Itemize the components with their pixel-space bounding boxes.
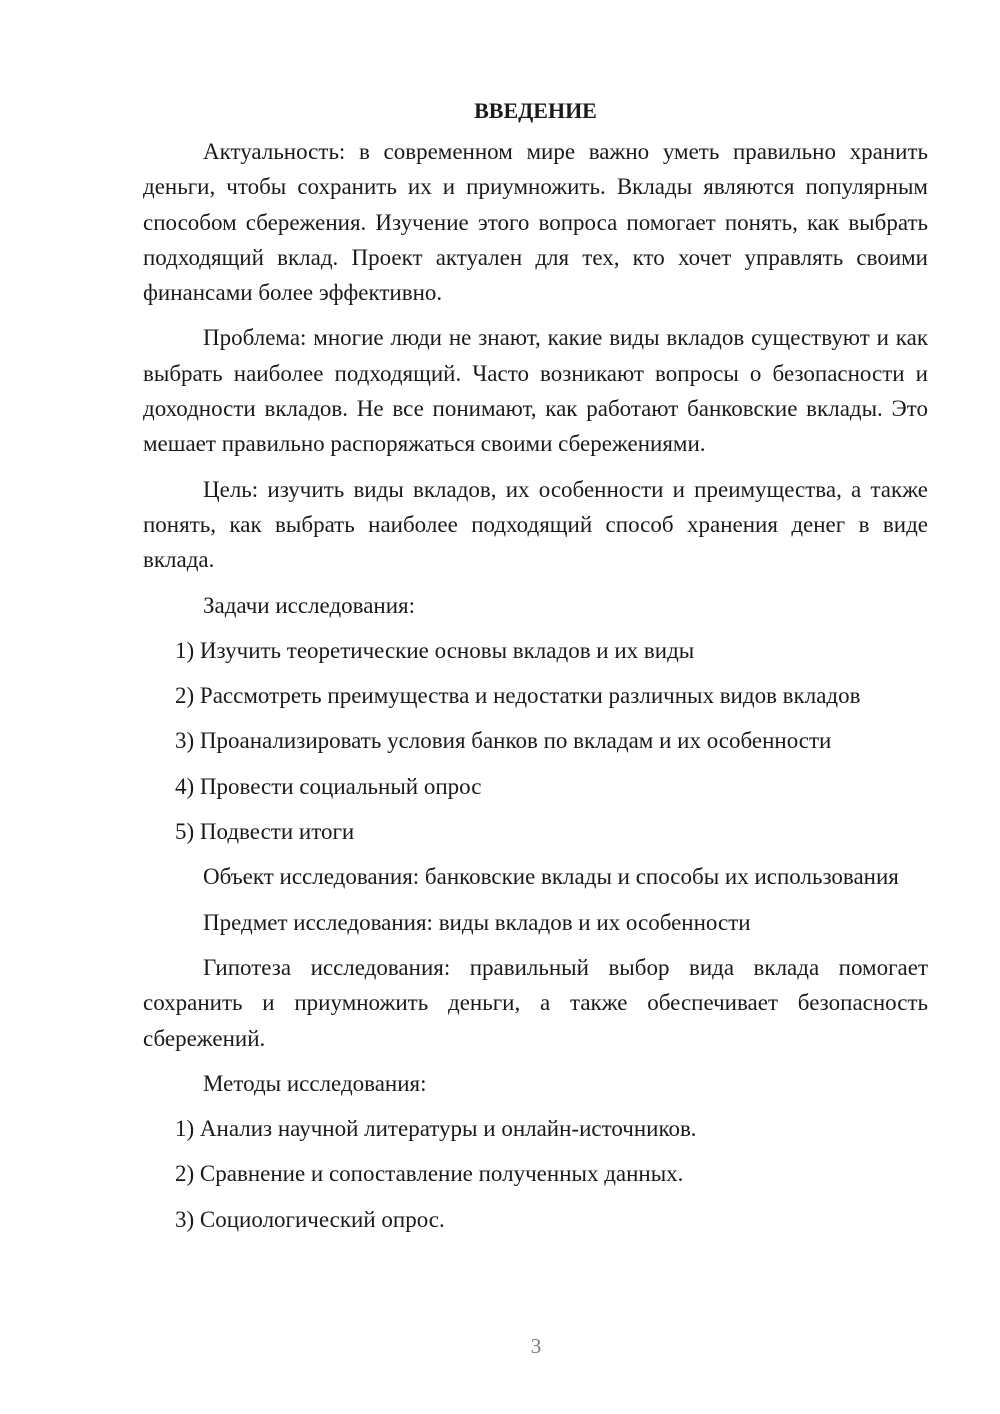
tasks-title: Задачи исследования: [203, 592, 416, 618]
goal-paragraph: Цель: изучить виды вкладов, их особенности и преимущества, а также понять, как выбрать наиболее подходящий способ хранения денег в виде вклада. [143, 476, 928, 573]
section-heading: ВВЕДЕНИЕ [474, 98, 597, 123]
task-item: 4) Провести социальный опрос [175, 773, 482, 799]
document-page [143, 96, 928, 1247]
task-item: 3) Проанализировать условия банков по вкладам и их особенности [175, 728, 832, 754]
page-number: 3 [530, 1334, 542, 1358]
object-paragraph: Объект исследования: банковские вклады и способы их использования [203, 864, 899, 890]
subject-paragraph: Предмет исследования: виды вкладов и их особенности [203, 909, 751, 935]
methods-list [143, 1111, 928, 1237]
task-item: 2) Рассмотреть преимущества и недостатки различных видов вкладов [175, 683, 861, 709]
method-item: 3) Социологический опрос. [175, 1206, 445, 1232]
method-item: 2) Сравнение и сопоставление полученных данных. [175, 1161, 684, 1187]
task-item: 1) Изучить теоретические основы вкладов и их виды [175, 637, 695, 663]
method-item: 1) Анализ научной литературы и онлайн-источников. [175, 1116, 697, 1142]
task-item: 5) Подвести итоги [175, 819, 355, 845]
problem-paragraph: Проблема: многие люди не знают, какие виды вкладов существуют и как выбрать наиболее подходящий. Часто возникают вопросы о безопасности и доходности вкладов. Не все понимают, как работают банковские вклады. Это мешает правильно распоряжаться своими сбережениями. [143, 325, 928, 457]
tasks-list [143, 633, 928, 849]
methods-title: Методы исследования: [203, 1070, 427, 1096]
relevance-paragraph: Актуальность: в современном мире важно уметь правильно хранить деньги, чтобы сохранить их и приумножить. Вклады являются популярным способом сбережения. Изучение этого вопроса помогает понять, как выбрать подходящий вклад. Проект актуален для тех, кто хочет управлять своими финансами более эффективно. [143, 139, 928, 306]
hypothesis-paragraph: Гипотеза исследования: правильный выбор вида вклада помогает сохранить и приумножить деньги, а также обеспечивает безопасность сбережений. [143, 954, 928, 1051]
